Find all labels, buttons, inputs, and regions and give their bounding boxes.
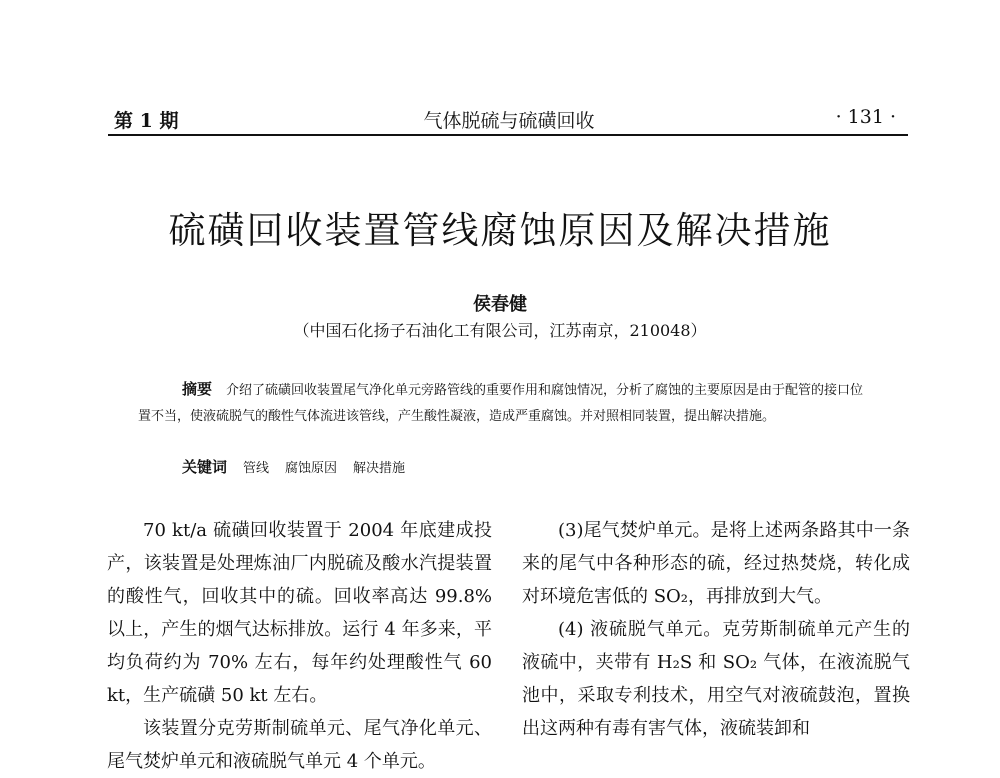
- abstract-text: 介绍了硫磺回收装置尾气净化单元旁路管线的重要作用和腐蚀情况，分析了腐蚀的主要原因是由于配管的接口位置不当，使液硫脱气的酸性气体流进该管线，产生酸性凝液，造成严重腐蚀。并对照相同装置，提出解决措施。: [138, 383, 864, 424]
- body-paragraph: 70 kt/a 硫磺回收装置于 2004 年底建成投产，该装置是处理炼油厂内脱硫及酸水汽提装置的酸性气，回收其中的硫。回收率高达 99.8% 以上，产生的烟气达标排放。运行 4 年多来，平均负荷约为 70% 左右，每年约处理酸性气 60 kt，生产硫磺 50 kt 左右。: [107, 520, 492, 706]
- keywords-label: 关键词: [182, 458, 228, 476]
- page-number: · 131 ·: [835, 106, 896, 128]
- keyword: 管线: [243, 461, 270, 476]
- abstract: [138, 376, 868, 430]
- body-column-left: [107, 514, 492, 778]
- body-paragraph: (4) 液硫脱气单元。克劳斯制硫单元产生的液硫中，夹带有 H₂S 和 SO₂ 气体，在液流脱气池中，采取专利技术，用空气对液硫鼓泡，置换出这两种有毒有害气体，液硫装卸和: [522, 619, 910, 739]
- header-rule: [108, 134, 908, 136]
- running-header: [114, 106, 904, 134]
- keyword: 腐蚀原因: [285, 461, 338, 476]
- issue-number: 第 1 期: [114, 110, 179, 132]
- author-affiliation: （中国石化扬子石油化工有限公司，江苏南京，210048）: [293, 321, 707, 340]
- keywords: [182, 456, 872, 477]
- body-column-right: [522, 514, 910, 745]
- journal-name: 气体脱硫与硫磺回收: [423, 110, 595, 132]
- article-title: 硫磺回收装置管线腐蚀原因及解决措施: [168, 209, 832, 252]
- keyword: 解决措施: [353, 461, 406, 476]
- body-paragraph: 该装置分克劳斯制硫单元、尾气净化单元、尾气焚炉单元和液硫脱气单元 4 个单元。: [107, 718, 492, 772]
- author-name: 侯春健: [473, 294, 527, 315]
- abstract-label: 摘要: [182, 380, 213, 398]
- body-paragraph: (3)尾气焚炉单元。是将上述两条路其中一条来的尾气中各种形态的硫，经过热焚烧，转化成对环境危害低的 SO₂，再排放到大气。: [522, 520, 910, 607]
